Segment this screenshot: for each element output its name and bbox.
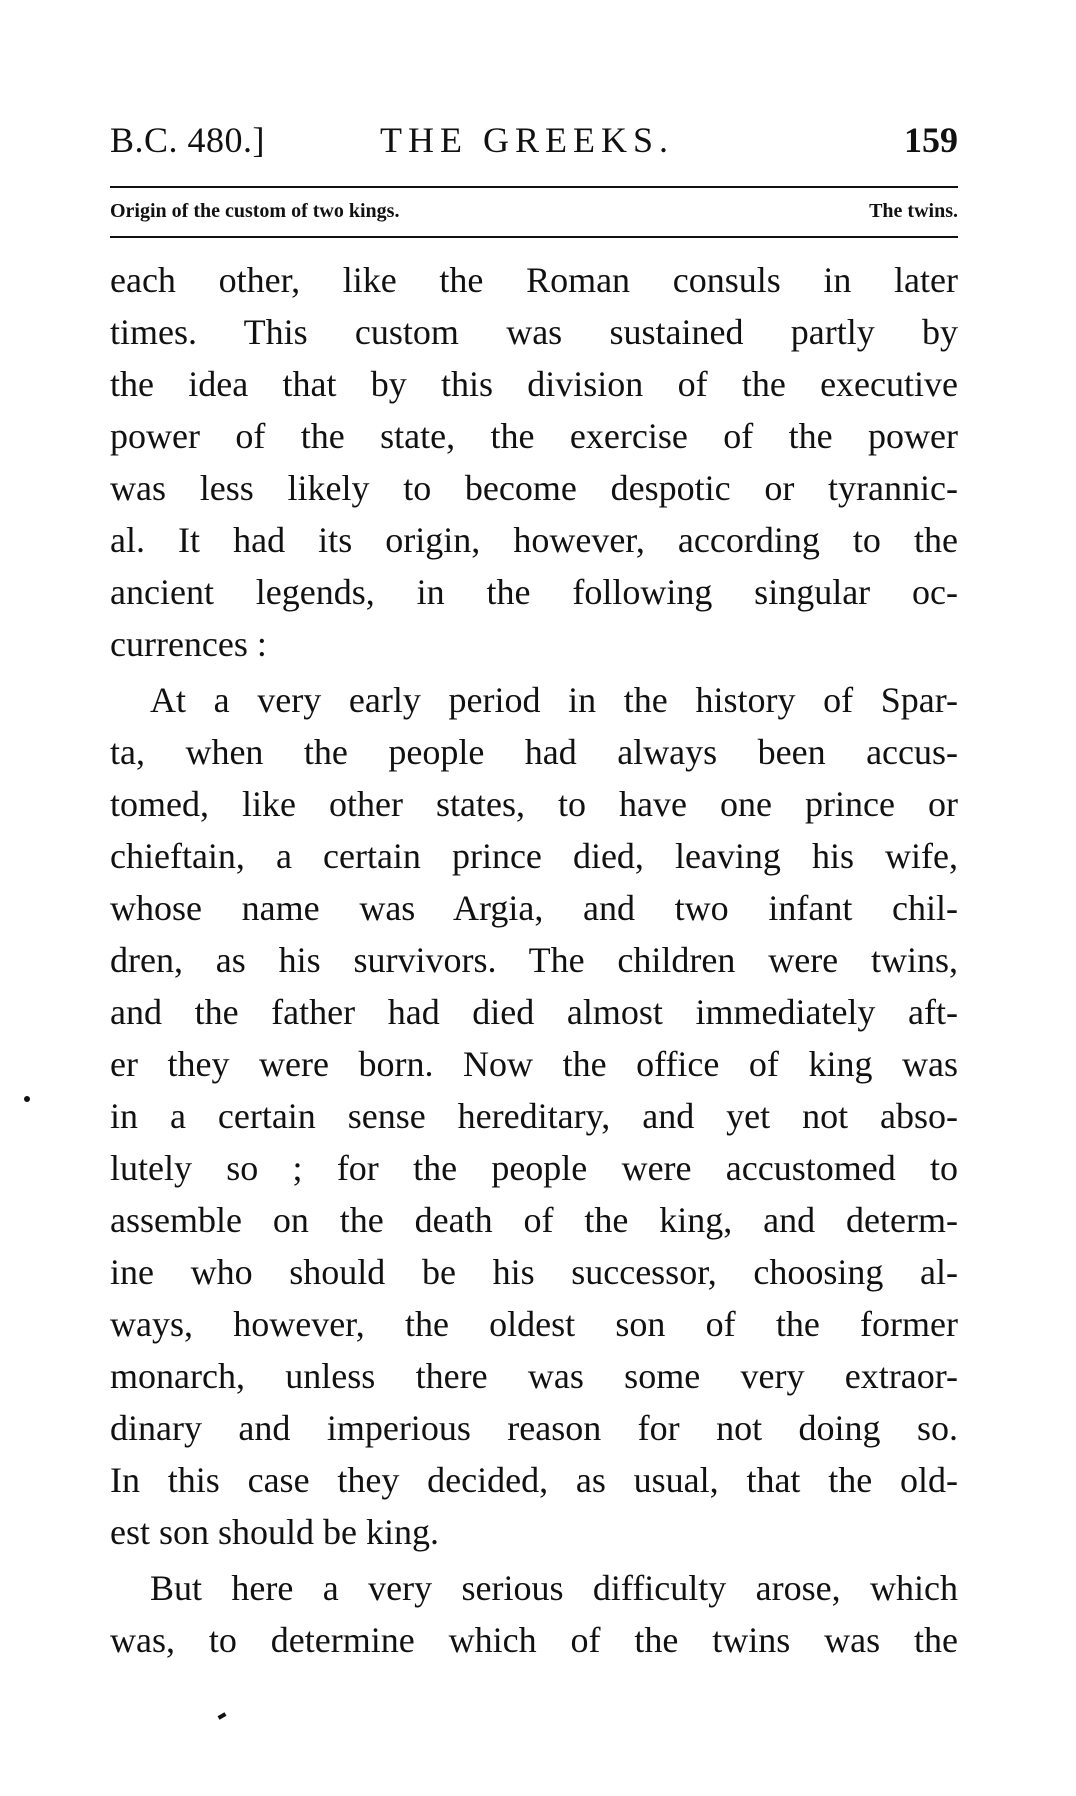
text-line: In this case they decided, as usual, that the old- — [110, 1460, 958, 1500]
text-line: was, to determine which of the twins was the — [110, 1620, 958, 1660]
text-line: the idea that by this division of the executive — [110, 364, 958, 404]
text-line: ways, however, the oldest son of the former — [110, 1304, 958, 1344]
text-line: chieftain, a certain prince died, leaving his wife, — [110, 836, 958, 876]
text-line: and the father had died almost immediately aft- — [110, 992, 958, 1032]
header-date: B.C. 480.] — [110, 120, 266, 160]
page-number: 159 — [904, 120, 958, 160]
text-line: tomed, like other states, to have one prince or — [110, 784, 958, 824]
text-line: est son should be king. — [110, 1512, 439, 1552]
text-line: power of the state, the exercise of the power — [110, 416, 958, 456]
header-title: THE GREEKS. — [380, 120, 674, 160]
text-line: al. It had its origin, however, according to the — [110, 520, 958, 560]
text-line: times. This custom was sustained partly by — [110, 312, 958, 352]
paragraph-start-line: But here a very serious difficulty arose, which — [150, 1568, 958, 1608]
text-line: each other, like the Roman consuls in later — [110, 260, 958, 300]
header-rule-bottom — [110, 236, 958, 238]
text-line: er they were born. Now the office of king was — [110, 1044, 958, 1084]
text-line: whose name was Argia, and two infant chil- — [110, 888, 958, 928]
text-line: ancient legends, in the following singular oc- — [110, 572, 958, 612]
margin-speck — [24, 1096, 30, 1102]
subheading-left: Origin of the custom of two kings. — [110, 200, 400, 222]
text-line: ine who should be his successor, choosing al- — [110, 1252, 958, 1292]
text-line: ta, when the people had always been accus- — [110, 732, 958, 772]
text-line: dren, as his survivors. The children were twins, — [110, 940, 958, 980]
text-line: monarch, unless there was some very extraor- — [110, 1356, 958, 1396]
subheading-right: The twins. — [869, 200, 958, 222]
body-text — [110, 254, 958, 1666]
marginal-subheading — [110, 196, 958, 226]
header-rule-top — [110, 186, 958, 188]
text-line: currences : — [110, 624, 267, 664]
text-line: assemble on the death of the king, and determ- — [110, 1200, 958, 1240]
text-line: lutely so ; for the people were accustomed to — [110, 1148, 958, 1188]
paragraph-start-line: At a very early period in the history of Spar- — [150, 680, 958, 720]
bottom-speck — [218, 1712, 227, 1719]
running-head — [110, 118, 958, 162]
text-line: dinary and imperious reason for not doing so. — [110, 1408, 958, 1448]
text-line: in a certain sense hereditary, and yet not abso- — [110, 1096, 958, 1136]
text-line: was less likely to become despotic or tyrannic- — [110, 468, 958, 508]
